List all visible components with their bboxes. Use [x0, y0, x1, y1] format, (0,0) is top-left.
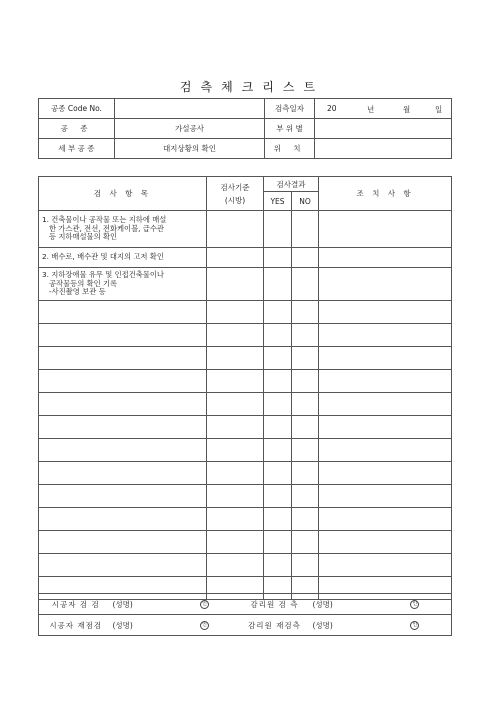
standard-cell[interactable] — [207, 347, 264, 370]
table-row — [39, 211, 452, 248]
yes-cell[interactable] — [264, 554, 292, 577]
action-cell[interactable] — [319, 416, 452, 439]
no-cell[interactable] — [292, 439, 319, 462]
date-year: 20 — [327, 104, 337, 113]
check-item-1-line2: 한 가스관, 전선, 전화케이블, 급수관 — [49, 223, 164, 233]
yes-cell[interactable] — [264, 439, 292, 462]
table-row — [39, 508, 452, 531]
no-cell[interactable] — [292, 531, 319, 554]
action-cell[interactable] — [319, 268, 452, 301]
action-cell[interactable] — [319, 508, 452, 531]
no-cell[interactable] — [292, 268, 319, 301]
no-cell[interactable] — [292, 248, 319, 268]
supervisor-check-seal[interactable] — [379, 594, 452, 615]
no-cell[interactable] — [292, 211, 319, 248]
item-cell[interactable] — [39, 324, 207, 347]
inspection-date-label: 검측일자 — [265, 99, 315, 119]
no-cell[interactable] — [292, 301, 319, 324]
seal-icon: 인 — [200, 600, 209, 609]
header-table — [38, 98, 452, 159]
action-cell[interactable] — [319, 347, 452, 370]
table-row — [39, 248, 452, 268]
inspection-date-value[interactable] — [315, 99, 452, 119]
standard-cell[interactable] — [207, 301, 264, 324]
item-cell[interactable] — [39, 393, 207, 416]
standard-cell[interactable] — [207, 439, 264, 462]
standard-cell[interactable] — [207, 324, 264, 347]
no-cell[interactable] — [292, 347, 319, 370]
standard-cell[interactable] — [207, 211, 264, 248]
action-cell[interactable] — [319, 462, 452, 485]
action-cell[interactable] — [319, 531, 452, 554]
page-title: 검측체크리스트 — [179, 80, 325, 94]
standard-cell[interactable] — [207, 268, 264, 301]
standard-cell[interactable] — [207, 531, 264, 554]
yes-cell[interactable] — [264, 301, 292, 324]
yes-cell[interactable] — [264, 393, 292, 416]
col-header-standard — [207, 177, 264, 211]
yes-cell[interactable] — [264, 248, 292, 268]
action-cell[interactable] — [319, 248, 452, 268]
supervisor-recheck-name[interactable]: (성명) — [313, 615, 379, 636]
table-row — [39, 554, 452, 577]
date-month-unit: 월 — [403, 105, 411, 114]
col-header-yes: YES — [264, 192, 292, 211]
check-item-1 — [39, 211, 207, 248]
action-cell[interactable] — [319, 211, 452, 248]
action-cell[interactable] — [319, 301, 452, 324]
table-row — [39, 393, 452, 416]
no-cell[interactable] — [292, 324, 319, 347]
contractor-check-seal[interactable] — [173, 594, 237, 615]
item-cell[interactable] — [39, 554, 207, 577]
no-cell[interactable] — [292, 462, 319, 485]
item-cell[interactable] — [39, 485, 207, 508]
item-cell[interactable] — [39, 462, 207, 485]
part-value[interactable] — [315, 119, 452, 139]
item-cell[interactable] — [39, 370, 207, 393]
item-cell[interactable] — [39, 347, 207, 370]
standard-cell[interactable] — [207, 393, 264, 416]
table-row — [39, 324, 452, 347]
col-header-standard-line2: (시방) — [224, 195, 246, 205]
work-code-label: 공종 Code No. — [39, 99, 115, 119]
action-cell[interactable] — [319, 554, 452, 577]
table-row — [39, 439, 452, 462]
item-cell[interactable] — [39, 508, 207, 531]
action-cell[interactable] — [319, 324, 452, 347]
yes-cell[interactable] — [264, 268, 292, 301]
supervisor-recheck-label: 감리원 재검측 — [237, 615, 313, 636]
no-cell[interactable] — [292, 416, 319, 439]
col-header-standard-line1: 검사기준 — [220, 182, 250, 192]
action-cell[interactable] — [319, 370, 452, 393]
col-header-action: 조 치 사 항 — [319, 177, 452, 211]
yes-cell[interactable] — [264, 462, 292, 485]
table-row — [39, 370, 452, 393]
no-cell[interactable] — [292, 370, 319, 393]
contractor-recheck-label: 시공자 재점검 — [39, 615, 113, 636]
table-row — [39, 347, 452, 370]
item-cell[interactable] — [39, 531, 207, 554]
yes-cell[interactable] — [264, 347, 292, 370]
yes-cell[interactable] — [264, 324, 292, 347]
contractor-check-label: 시공자 검 검 — [39, 594, 113, 615]
checklist-table — [38, 176, 452, 600]
standard-cell[interactable] — [207, 462, 264, 485]
sub-work-value[interactable]: 대지상황의 확인 — [115, 139, 265, 159]
work-type-value[interactable]: 가설공사 — [115, 119, 265, 139]
table-row — [39, 531, 452, 554]
check-item-2-line1: 2. 배수로, 배수관 및 대지의 고저 확인 — [42, 252, 164, 262]
item-cell[interactable] — [39, 416, 207, 439]
standard-cell[interactable] — [207, 508, 264, 531]
contractor-recheck-seal[interactable] — [173, 615, 237, 636]
no-cell[interactable] — [292, 485, 319, 508]
table-row — [39, 416, 452, 439]
date-day-unit: 일 — [435, 105, 443, 114]
seal-icon: 인 — [410, 621, 419, 630]
work-code-value[interactable] — [115, 99, 265, 119]
item-cell[interactable] — [39, 439, 207, 462]
standard-cell[interactable] — [207, 370, 264, 393]
item-cell[interactable] — [39, 301, 207, 324]
table-row — [39, 462, 452, 485]
check-item-3 — [39, 268, 207, 301]
col-header-items: 검 사 항 목 — [39, 177, 207, 211]
signature-table — [38, 593, 452, 636]
yes-cell[interactable] — [264, 531, 292, 554]
table-row — [39, 301, 452, 324]
check-item-2 — [39, 248, 207, 268]
action-cell[interactable] — [319, 393, 452, 416]
seal-icon: 인 — [410, 600, 419, 609]
col-header-result: 검사결과 — [264, 177, 319, 192]
action-cell[interactable] — [319, 439, 452, 462]
standard-cell[interactable] — [207, 554, 264, 577]
contractor-recheck-name[interactable]: (성명) — [113, 615, 173, 636]
supervisor-recheck-seal[interactable] — [379, 615, 452, 636]
yes-cell[interactable] — [264, 508, 292, 531]
yes-cell[interactable] — [264, 211, 292, 248]
sub-work-label: 세 부 공 종 — [39, 139, 115, 159]
contractor-check-name[interactable]: (성명) — [113, 594, 173, 615]
no-cell[interactable] — [292, 393, 319, 416]
location-label: 위 치 — [265, 139, 315, 159]
part-label: 부 위 별 — [265, 119, 315, 139]
action-cell[interactable] — [319, 485, 452, 508]
col-header-no: NO — [292, 192, 319, 211]
supervisor-check-name[interactable]: (성명) — [313, 594, 379, 615]
yes-cell[interactable] — [264, 370, 292, 393]
standard-cell[interactable] — [207, 248, 264, 268]
supervisor-check-label: 감리원 검 측 — [237, 594, 313, 615]
check-item-1-line1: 1. 건축물이나 공작물 또는 지하에 매설 — [42, 215, 167, 225]
seal-icon: 인 — [200, 621, 209, 630]
standard-cell[interactable] — [207, 485, 264, 508]
check-item-3-line2: 공작물등의 확인 기록 — [49, 278, 118, 288]
no-cell[interactable] — [292, 554, 319, 577]
location-value[interactable] — [315, 139, 452, 159]
standard-cell[interactable] — [207, 416, 264, 439]
yes-cell[interactable] — [264, 485, 292, 508]
table-row — [39, 485, 452, 508]
no-cell[interactable] — [292, 508, 319, 531]
work-type-label: 공 종 — [39, 119, 115, 139]
table-row — [39, 268, 452, 301]
date-year-unit: 년 — [367, 105, 375, 114]
check-item-3-line3: -사진촬영 보관 등 — [49, 287, 106, 297]
yes-cell[interactable] — [264, 416, 292, 439]
check-item-1-line3: 등 지하매설물의 확인 — [49, 232, 118, 242]
check-item-3-line1: 3. 지하장애물 유무 및 인접건축물이나 — [42, 270, 164, 280]
